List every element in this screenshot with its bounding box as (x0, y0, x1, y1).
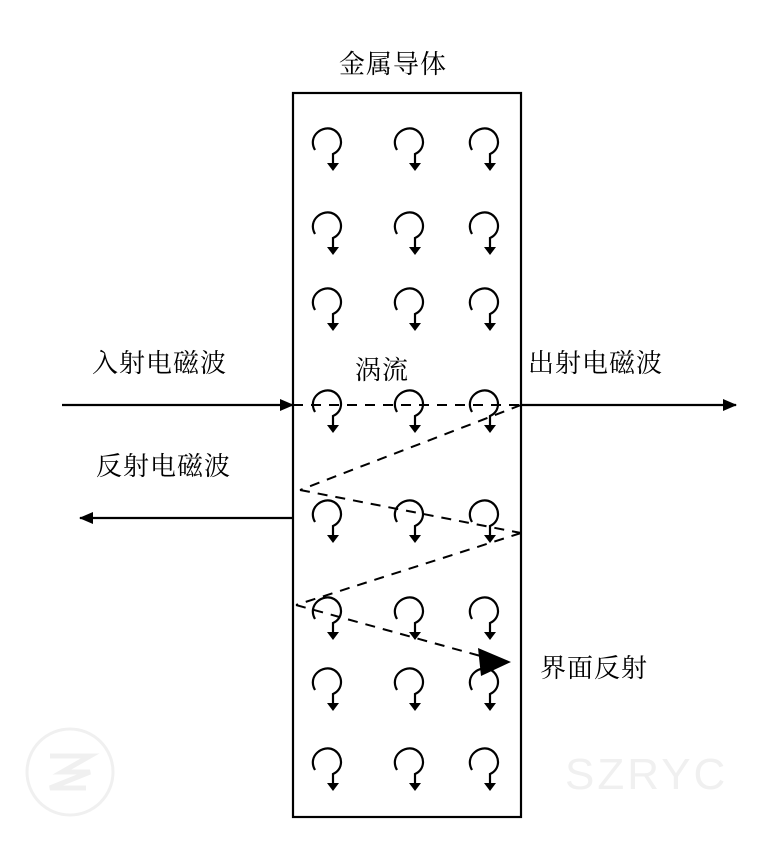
eddy-current-icon (395, 668, 423, 711)
metal-conductor-label: 金属导体 (339, 50, 448, 79)
eddy-current-icon (395, 597, 423, 640)
watermark-logo-icon (24, 726, 116, 818)
metal-conductor-slab (293, 93, 521, 817)
internal-reflection-path (293, 405, 521, 660)
eddy-current-grid (313, 128, 498, 791)
eddy-current-icon (313, 597, 341, 640)
eddy-current-icon (313, 128, 341, 171)
eddy-current-icon (470, 288, 498, 331)
eddy-current-label: 涡流 (355, 356, 410, 385)
transmitted-wave-label: 出射电磁波 (528, 349, 664, 378)
incident-wave-label: 入射电磁波 (92, 349, 228, 378)
eddy-current-icon (470, 390, 498, 433)
eddy-current-icon (313, 288, 341, 331)
eddy-current-icon (395, 748, 423, 791)
eddy-current-icon (470, 668, 498, 711)
eddy-current-icon (313, 748, 341, 791)
eddy-current-icon (470, 212, 498, 255)
eddy-current-icon (313, 500, 341, 543)
interface-reflection-label: 界面反射 (540, 654, 649, 683)
eddy-current-icon (313, 390, 341, 433)
eddy-current-icon (395, 500, 423, 543)
eddy-current-icon (313, 212, 341, 255)
eddy-current-icon (470, 597, 498, 640)
eddy-current-icon (395, 212, 423, 255)
eddy-current-icon (470, 500, 498, 543)
eddy-current-icon (395, 288, 423, 331)
eddy-current-icon (470, 748, 498, 791)
eddy-current-icon (395, 128, 423, 171)
watermark-text: SZRYC (565, 750, 729, 799)
eddy-current-icon (470, 128, 498, 171)
reflected-wave-label: 反射电磁波 (96, 452, 232, 481)
eddy-current-icon (395, 390, 423, 433)
eddy-current-icon (313, 668, 341, 711)
